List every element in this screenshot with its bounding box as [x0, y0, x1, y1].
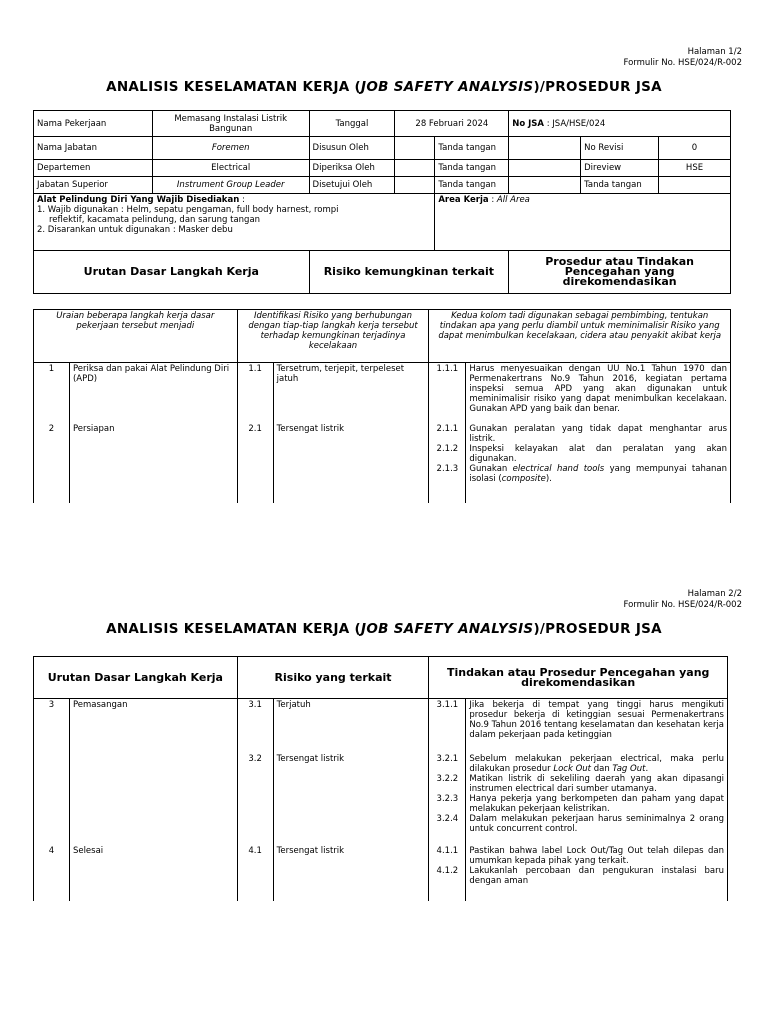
col-header-tindakan: Tindakan atau Prosedur Pencegahan yang direkomendasikan: [429, 657, 728, 699]
table-row: [34, 363, 731, 423]
tanggal-label: Tanggal: [309, 111, 395, 137]
desc-risiko: Identifikasi Risiko yang berhubungan dengan tiap-tiap langkah kerja tersebut terhadap kemungkinan terjadinya kecelakaan: [237, 310, 429, 363]
info-table: [33, 110, 731, 294]
apd-item-2: 2. Disarankan untuk digunakan : Masker debu: [37, 225, 233, 235]
desc-prosedur: Kedua kolom tadi digunakan sebagai pembimbing, tentukan tindakan apa yang perlu diambil untuk meminimalisir Risiko yang dapat menimbulkan kecelakaan, cidera atau penyakit akibat kerja: [429, 310, 731, 363]
action-text-group: Jika bekerja di tempat yang tinggi harus mengikuti prosedur bekerja di ketinggian sesuai Permenakertrans No.9 Tahun 2016 tentang keselamatan dan kesehatan kerja dalam pekerjaan pada ketinggian Sebelum melakukan pekerjaan electrical, maka perlu dilakukan prosedur Lock Out dan Tag Out. Matikan listrik di sekeliling daerah yang akan dipasangi instrumen electrical dari sumber utamanya. Hanya pekerja yang berkompeten dan paham yang dapat melakukan pekerjaan kelistrikan. Dalam melakukan pekerjaan harus seminimalnya 2 orang untuk concurrent control.: [466, 699, 728, 845]
form-number: Formulir No. HSE/024/R-002: [623, 58, 742, 68]
step-no: 4: [34, 845, 70, 901]
disetujui-blank: [395, 177, 435, 194]
tanggal-value: 28 Februari 2024: [395, 111, 509, 137]
tanda-tangan-2: Tanda tangan: [435, 160, 509, 177]
direview-label: Direview: [581, 160, 659, 177]
departemen-value: Electrical: [152, 160, 309, 177]
jabatan-superior-label: Jabatan Superior: [34, 177, 153, 194]
jsa-steps-table-1: [33, 309, 731, 503]
apd-cell: Alat Pelindung Diri Yang Wajib Disediakan : 1. Wajib digunakan : Helm, sepatu pengaman, full body harnest, rompi reflektif, kacamata pelindung, dan sarung tangan 2. Disarankan untuk digunakan : Masker debu: [34, 194, 435, 251]
risk-text: Tersengat listrik: [273, 845, 429, 901]
nama-pekerjaan-label: Nama Pekerjaan: [34, 111, 153, 137]
risk-text: Tersengat listrik: [273, 423, 429, 503]
nama-jabatan-value: Foremen: [152, 137, 309, 160]
tanda-tangan-1: Tanda tangan: [435, 137, 509, 160]
page-number: Halaman 2/2: [687, 589, 742, 599]
no-revisi-value: 0: [659, 137, 731, 160]
apd-item-1b: reflektif, kacamata pelindung, dan sarung tangan: [49, 215, 261, 225]
step-text: Selesai: [69, 845, 237, 901]
risk-no: 1.1: [237, 363, 273, 423]
disusun-label: Disusun Oleh: [309, 137, 395, 160]
action-text-group: Pastikan bahwa label Lock Out/Tag Out telah dilepas dan umumkan kepada pihak yang terkait. Lakukanlah percobaan dan pengukuran instalasi baru dengan aman: [466, 845, 728, 901]
action-no: 1.1.1: [429, 363, 466, 423]
risk-no: 2.1: [237, 423, 273, 503]
table-row: [34, 699, 728, 845]
step-text: Periksa dan pakai Alat Pelindung Diri (APD): [69, 363, 237, 423]
action-no-group: 2.1.1 2.1.2 2.1.3: [429, 423, 466, 503]
nama-jabatan-label: Nama Jabatan: [34, 137, 153, 160]
page2-title: ANALISIS KESELAMATAN KERJA (JOB SAFETY ANALYSIS)/PROSEDUR JSA: [106, 621, 662, 637]
step-no: 1: [34, 363, 70, 423]
table-row: [34, 845, 728, 901]
departemen-label: Departemen: [34, 160, 153, 177]
diperiksa-blank: [395, 160, 435, 177]
nama-pekerjaan-value: Memasang Instalasi Listrik Bangunan: [152, 111, 309, 137]
desc-urutan: Uraian beberapa langkah kerja dasar pekerjaan tersebut menjadi: [34, 310, 238, 363]
tanda-tangan-3-blank: [509, 177, 581, 194]
risk-text-group: Terjatuh Tersengat listrik: [273, 699, 429, 845]
col-header-risiko: Risiko yang terkait: [237, 657, 429, 699]
jsa-steps-table-2: [33, 656, 728, 901]
no-jsa: No JSA : JSA/HSE/024: [509, 111, 731, 137]
diperiksa-label: Diperiksa Oleh: [309, 160, 395, 177]
action-text: Harus menyesuaikan dengan UU No.1 Tahun 1970 dan Permenakertrans No.9 Tahun 2016, kegiatan pertama inspeksi semua APD yang akan digunakan untuk meminimalisir risiko yang dapat menimbulkan kecelakaan. Gunakan APD yang baik dan benar.: [466, 363, 731, 423]
tanda-tangan-3: Tanda tangan: [435, 177, 509, 194]
form-number: Formulir No. HSE/024/R-002: [623, 600, 742, 610]
page-number: Halaman 1/2: [687, 47, 742, 57]
risk-text: Tersetrum, terjepit, terpeleset jatuh: [273, 363, 429, 423]
apd-item-1: 1. Wajib digunakan : Helm, sepatu pengaman, full body harnest, rompi: [37, 205, 339, 215]
disetujui-label: Disetujui Oleh: [309, 177, 395, 194]
action-text-group: Gunakan peralatan yang tidak dapat menghantar arus listrik. Inspeksi kelayakan alat dan peralatan yang akan digunakan. Gunakan electrical hand tools yang mempunyai tahanan isolasi (composite).: [466, 423, 731, 503]
tanda-tangan-4-blank: [659, 177, 731, 194]
step-text: Pemasangan: [69, 699, 237, 845]
no-revisi-label: No Revisi: [581, 137, 659, 160]
col-header-urutan: Urutan Dasar Langkah Kerja: [34, 251, 310, 294]
jabatan-superior-value: Instrument Group Leader: [152, 177, 309, 194]
step-text: Persiapan: [69, 423, 237, 503]
page1-title: ANALISIS KESELAMATAN KERJA (JOB SAFETY ANALYSIS)/PROSEDUR JSA: [106, 79, 662, 95]
risk-no-group: 3.1 3.2: [237, 699, 273, 845]
tanda-tangan-1-blank: [509, 137, 581, 160]
page1-header: [624, 47, 743, 69]
table-row: [34, 423, 731, 503]
col-header-risiko: Risiko kemungkinan terkait: [309, 251, 509, 294]
page2-header: [624, 589, 743, 611]
action-no-group: 4.1.1 4.1.2: [429, 845, 466, 901]
step-no: 2: [34, 423, 70, 503]
area-kerja-cell: Area Kerja : All Area: [435, 194, 731, 251]
risk-no: 4.1: [237, 845, 273, 901]
tanda-tangan-2-blank: [509, 160, 581, 177]
disusun-blank: [395, 137, 435, 160]
direview-value: HSE: [659, 160, 731, 177]
step-no: 3: [34, 699, 70, 845]
col-header-prosedur: Prosedur atau Tindakan Pencegahan yang direkomendasikan: [509, 251, 731, 294]
tanda-tangan-4: Tanda tangan: [581, 177, 659, 194]
action-no-group: 3.1.1 3.2.1 3.2.2 3.2.3 3.2.4: [429, 699, 466, 845]
col-header-urutan: Urutan Dasar Langkah Kerja: [34, 657, 238, 699]
